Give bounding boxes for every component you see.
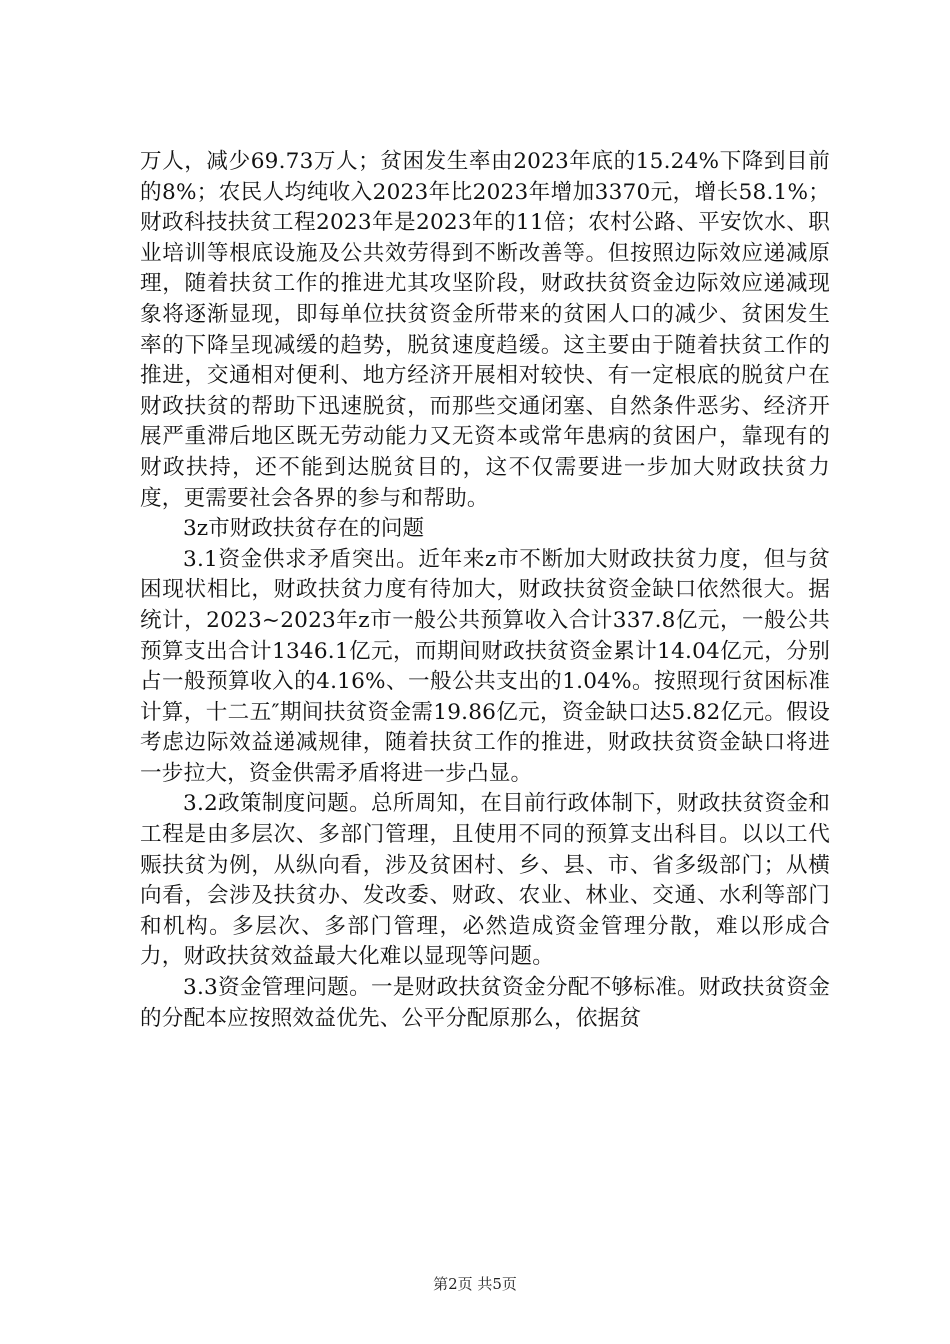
paragraph-3-3: 3.3资金管理问题。一是财政扶贫资金分配不够标准。财政扶贫资金的分配本应按照效益优先、公平分配原那么，依据贫: [140, 975, 830, 1031]
paragraph-3-1: 3.1资金供求矛盾突出。近年来z市不断加大财政扶贫力度，但与贫困现状相比，财政扶贫力度有待加大，财政扶贫资金缺口依然很大。据统计，2023~2023年z市一般公共预算收入合计337.8亿元，一般公共预算支出合计1346.1亿元，而期间财政扶贫资金累计14.04亿元，分别占一般预算收入的4.16%、一般公共支出的1.04%。按照现行贫困标准计算，十二五″期间扶贫资金需19.86亿元，资金缺口达5.82亿元。假设考虑边际效益递减规律，随着扶贫工作的推进，财政扶贫资金缺口将进一步拉大，资金供需矛盾将进一步凸显。: [140, 546, 830, 786]
paragraph-3-2: 3.2政策制度问题。总所周知，在目前行政体制下，财政扶贫资金和工程是由多层次、多部门管理，且使用不同的预算支出科目。以以工代赈扶贫为例，从纵向看，涉及贫困村、乡、县、市、省多级部门；从横向看，会涉及扶贫办、发改委、财政、农业、林业、交通、水利等部门和机构。多层次、多部门管理，必然造成资金管理分散，难以形成合力，财政扶贫效益最大化难以显现等问题。: [140, 791, 830, 970]
paragraph-continued: 万人，减少69.73万人；贫困发生率由2023年底的15.24%下降到目前的8%；农民人均纯收入2023年比2023年增加3370元，增长58.1%；财政科技扶贫工程2023年是2023年的11倍；农村公路、平安饮水、职业培训等根底设施及公共效劳得到不断改善等。但按照边际效应递减原理，随着扶贫工作的推进尤其攻坚阶段，财政扶贫资金边际效应递减现象将逐渐显现，即每单位扶贫资金所带来的贫困人口的减少、贫困发生率的下降呈现减缓的趋势，脱贫速度趋缓。这主要由于随着扶贫工作的推进，交通相对便利、地方经济开展相对较快、有一定根底的脱贫户在财政扶贫的帮助下迅速脱贫，而那些交通闭塞、自然条件恶劣、经济开展严重滞后地区既无劳动能力又无资本或常年患病的贫困户，靠现有的财政扶持，还不能到达脱贫目的，这不仅需要进一步加大财政扶贫力度，更需要社会各界的参与和帮助。: [140, 149, 830, 511]
section-heading: 3z市财政扶贫存在的问题: [183, 516, 425, 542]
document-body: [140, 147, 830, 1034]
page-footer: 第2页 共5页: [433, 1275, 517, 1293]
